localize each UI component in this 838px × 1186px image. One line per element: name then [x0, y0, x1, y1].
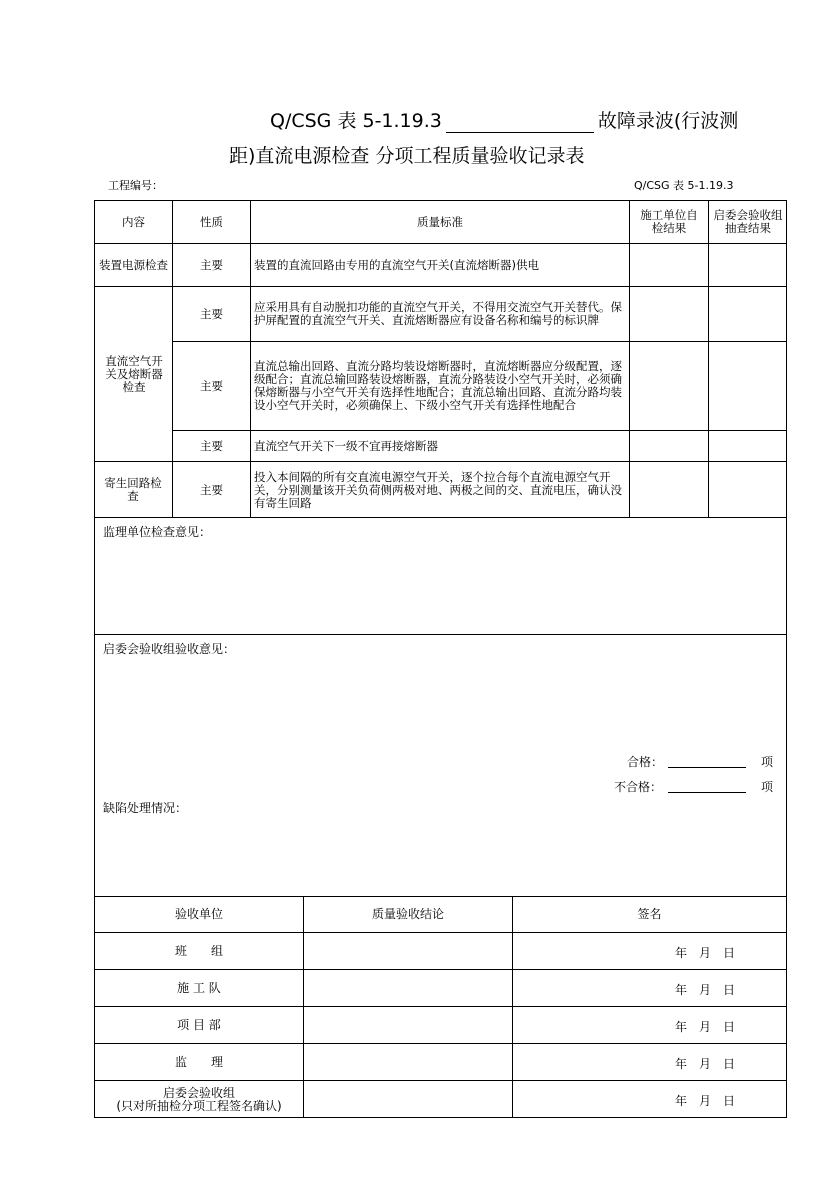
sign-date: 年 月 日: [675, 1057, 736, 1071]
defect-handling-label: 缺陷处理情况：: [103, 801, 188, 815]
nature-cell: 主要: [200, 438, 223, 453]
unqualified-unit: 项: [761, 780, 774, 794]
committee-unit-line2: (只对所抽检分项工程签名确认): [116, 1098, 282, 1113]
sign-unit-construction-team: 施 工 队: [177, 980, 221, 995]
opinions-area: [94, 517, 787, 897]
col-divider: [708, 200, 709, 518]
nature-cell: 主要: [200, 257, 223, 272]
project-number-label: 工程编号：: [108, 179, 163, 192]
sign-date: 年 月 日: [675, 1020, 736, 1034]
sign-header-unit: 验收单位: [174, 907, 223, 921]
document-title-line2: 距)直流电源检查 分项工程质量验收记录表: [229, 145, 585, 167]
header-self-check: 施工单位自检结果: [640, 208, 698, 235]
document-title-line1: [270, 106, 738, 133]
committee-opinion-label: 启委会验收组验收意见：: [103, 642, 236, 656]
supervisor-opinion-label: 监理单位检查意见：: [103, 525, 212, 539]
col-divider: [629, 200, 630, 518]
standard-cell: 投入本间隔的所有交直流电源空气开关，逐个拉合每个直流电源空气开关，分别测量该开关负荷侧两极对地、两极之间的交、直流电压，确认没有寄生回路: [254, 469, 622, 510]
sign-date: 年 月 日: [675, 1094, 736, 1108]
sign-unit-project-dept: 项 目 部: [177, 1017, 221, 1032]
nature-cell: 主要: [200, 482, 223, 497]
standard-cell: 装置的直流回路由专用的直流空气开关(直流熔断器)供电: [254, 257, 539, 272]
title-blank-line: [446, 112, 594, 133]
sign-date: 年 月 日: [675, 946, 736, 960]
group-dc-breaker-fuse: 直流空气开关及熔断器检查: [105, 353, 163, 394]
sign-date: 年 月 日: [675, 983, 736, 997]
form-code-label: Q/CSG 表 5-1.19.3: [634, 179, 734, 192]
qualified-count-field[interactable]: [668, 767, 746, 768]
sign-unit-team: 班 组: [174, 943, 223, 958]
standard-cell: 直流空气开关下一级不宜再接熔断器: [254, 438, 438, 453]
sign-header-conclusion: 质量验收结论: [371, 907, 444, 921]
committee-unit-line1: 启委会验收组: [162, 1085, 235, 1100]
sign-header-signature: 签名: [637, 907, 662, 921]
qualified-label: 合格：: [627, 755, 664, 769]
header-standard: 质量标准: [417, 214, 463, 229]
opinions-divider: [94, 634, 787, 635]
group-parasitic-circuit: 寄生回路检查: [104, 476, 162, 503]
nature-cell: 主要: [200, 306, 223, 321]
unqualified-label: 不合格：: [614, 780, 663, 794]
nature-cell: 主要: [200, 378, 223, 393]
sign-unit-committee: [95, 1081, 303, 1118]
standard-cell: 应采用具有自动脱扣功能的直流空气开关，不得用交流空气开关替代。保护屏配置的直流空气开关、直流熔断器应有设备名称和编号的标识牌: [254, 300, 622, 327]
header-nature: 性质: [200, 214, 223, 229]
title-form-code: Q/CSG 表 5-1.19.3: [270, 110, 442, 132]
title-suffix: 故障录波(行波测: [597, 110, 739, 132]
header-content: 内容: [122, 214, 145, 229]
group-device-power: 装置电源检查: [99, 257, 168, 272]
header-committee-check: 启委会验收组抽查结果: [713, 208, 783, 235]
standard-cell: 直流总输出回路、直流分路均装设熔断器时，直流熔断器应分级配置，逐级配合；直流总输回路装设熔断器，直流分路装设小空气开关时，必须确保熔断器与小空气开关有选择性地配合；直流总输出回路、直流分路均装设小空气开关时，必须确保上、下级小空气开关有选择性地配合: [254, 359, 622, 412]
sign-unit-supervisor: 监 理: [174, 1054, 223, 1069]
qualified-unit: 项: [761, 755, 774, 769]
unqualified-count-field[interactable]: [668, 792, 746, 793]
